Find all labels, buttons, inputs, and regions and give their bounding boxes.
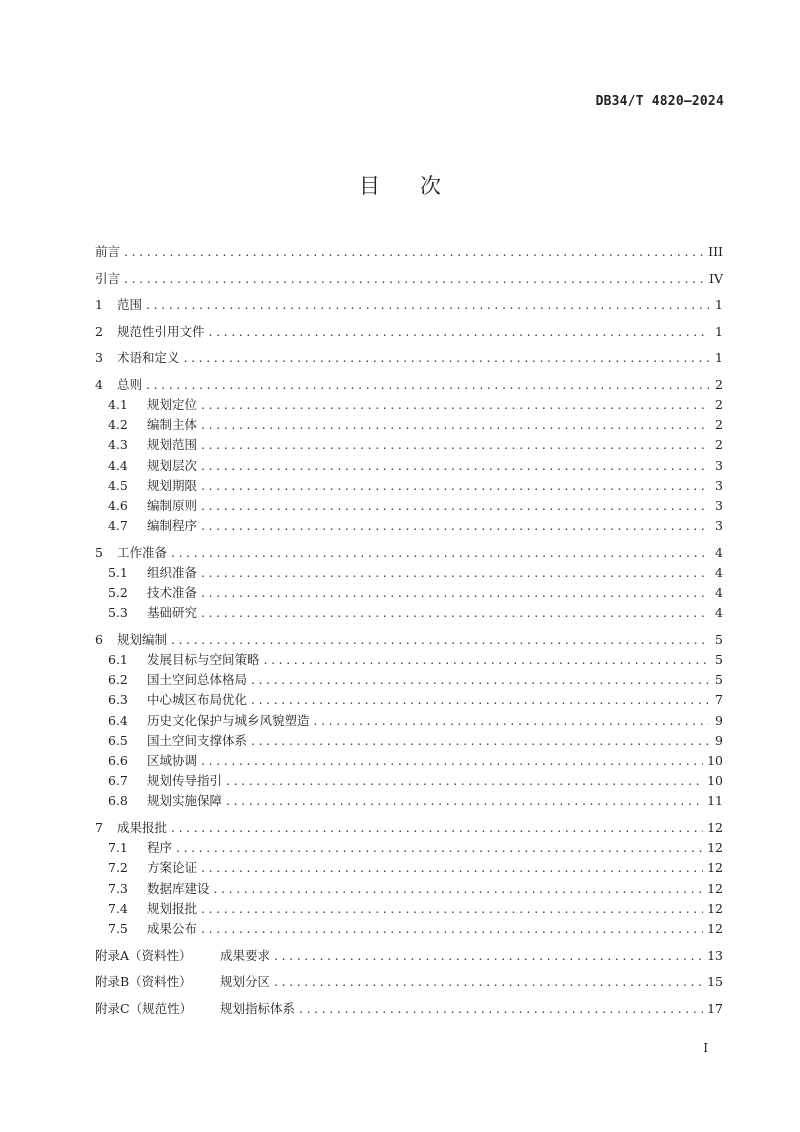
toc-entry-page: 12 bbox=[707, 820, 723, 835]
dot-leader bbox=[274, 972, 703, 992]
toc-entry-page: 10 bbox=[707, 773, 723, 789]
toc-entry-title: 前言 bbox=[95, 244, 121, 259]
toc-entry-title: 国土空间支撑体系 bbox=[147, 732, 248, 748]
toc-entry-page: 1 bbox=[715, 350, 723, 366]
toc-entry-title: 历史文化保护与城乡风貌塑造 bbox=[147, 712, 310, 728]
toc-entry-title: 编制程序 bbox=[147, 518, 198, 534]
toc-entry-number: 4.1 bbox=[108, 397, 128, 413]
toc-entry[interactable] bbox=[95, 563, 723, 583]
toc-entry[interactable] bbox=[95, 375, 723, 395]
toc-entry-number: 6.4 bbox=[108, 712, 128, 728]
toc-entry-number: 4.3 bbox=[108, 437, 128, 453]
toc-entry-title: 区域协调 bbox=[147, 753, 198, 769]
toc-entry-title: 规划编制 bbox=[117, 631, 168, 647]
toc-entry-title: 编制原则 bbox=[147, 498, 198, 514]
document-id: DB34/T 4820—2024 bbox=[595, 94, 724, 109]
dot-leader bbox=[171, 818, 703, 838]
toc-entry[interactable] bbox=[95, 650, 723, 670]
toc-entry[interactable] bbox=[95, 630, 723, 650]
dot-leader bbox=[201, 456, 709, 476]
toc-entry-page: 4 bbox=[715, 605, 723, 621]
toc-entry-number: 2 bbox=[95, 323, 103, 339]
toc-entry-page: 7 bbox=[715, 692, 723, 708]
toc-entry-title: 成果公布 bbox=[147, 920, 198, 936]
toc-entry-page: 2 bbox=[715, 397, 723, 413]
toc-entry-title: 规划实施保障 bbox=[147, 793, 223, 809]
toc-entry-page: 13 bbox=[707, 947, 723, 963]
toc-entry[interactable] bbox=[95, 818, 723, 838]
toc-entry-title: 组织准备 bbox=[147, 564, 198, 580]
toc-entry-number: 4.4 bbox=[108, 457, 128, 473]
toc-entry-page: 4 bbox=[715, 585, 723, 601]
toc-entry-page: 1 bbox=[715, 297, 723, 313]
toc-entry-number: 5.3 bbox=[108, 605, 128, 621]
toc-entry-page: 12 bbox=[707, 860, 723, 876]
dot-leader bbox=[201, 858, 703, 878]
toc-entry-page: 11 bbox=[707, 793, 723, 809]
toc-entry-number: 1 bbox=[95, 297, 103, 313]
dot-leader bbox=[299, 999, 703, 1019]
toc-entry-title: 规划传导指引 bbox=[147, 773, 223, 789]
dot-leader bbox=[201, 563, 709, 583]
toc-entry-title: 规划分区 bbox=[220, 974, 271, 990]
toc-entry-page: 5 bbox=[715, 652, 723, 668]
toc-entry-title: 规划期限 bbox=[147, 477, 198, 493]
toc-entry-page: 12 bbox=[707, 880, 723, 896]
toc-entry-page: 4 bbox=[715, 544, 723, 560]
toc-entry-title: 方案论证 bbox=[147, 860, 198, 876]
toc-entry-page: 1 bbox=[715, 323, 723, 339]
dot-leader bbox=[124, 269, 705, 289]
toc-entry[interactable] bbox=[95, 603, 723, 623]
toc-entry-title: 编制主体 bbox=[147, 417, 198, 433]
toc-entry[interactable] bbox=[95, 690, 723, 710]
toc-entry[interactable] bbox=[95, 435, 723, 455]
toc-entry-number: 5.2 bbox=[108, 585, 128, 601]
dot-leader bbox=[201, 603, 709, 623]
dot-leader bbox=[201, 919, 703, 939]
toc-entry-number: 7.1 bbox=[108, 840, 128, 856]
toc-entry-title: 范围 bbox=[117, 297, 143, 313]
toc-entry-title: 发展目标与空间策略 bbox=[147, 652, 260, 668]
dot-leader bbox=[251, 690, 709, 710]
toc-entry[interactable] bbox=[95, 583, 723, 603]
toc-entry-page: 15 bbox=[707, 974, 723, 990]
toc-entry-title: 术语和定义 bbox=[117, 350, 180, 366]
toc-appendix-label: 附录A（资料性） bbox=[95, 947, 192, 963]
toc-entry-title: 国土空间总体格局 bbox=[147, 672, 248, 688]
dot-leader bbox=[201, 435, 709, 455]
toc-entry[interactable] bbox=[95, 899, 723, 919]
toc-entry[interactable] bbox=[95, 771, 723, 791]
dot-leader bbox=[201, 751, 703, 771]
dot-leader bbox=[201, 516, 709, 536]
toc-entry-title: 规划范围 bbox=[147, 437, 198, 453]
toc-entry-title: 规划层次 bbox=[147, 457, 198, 473]
toc-entry-page: 9 bbox=[715, 732, 723, 748]
toc-entry-number: 6 bbox=[95, 631, 103, 647]
toc-entry-number: 7.4 bbox=[108, 900, 128, 916]
toc-entry-page: 2 bbox=[715, 417, 723, 433]
toc-entry[interactable] bbox=[95, 496, 723, 516]
toc-entry-number: 4.6 bbox=[108, 498, 128, 514]
toc-entry[interactable] bbox=[95, 972, 723, 992]
toc-entry-page: 3 bbox=[715, 518, 723, 534]
toc-entry[interactable] bbox=[95, 295, 723, 315]
dot-leader bbox=[201, 496, 709, 516]
toc-entry-number: 6.8 bbox=[108, 793, 128, 809]
toc-entry-page: 3 bbox=[715, 498, 723, 514]
toc-entry-page: 3 bbox=[715, 477, 723, 493]
toc-entry-title: 数据库建设 bbox=[147, 880, 210, 896]
dot-leader bbox=[124, 242, 704, 262]
dot-leader bbox=[184, 348, 709, 368]
dot-leader bbox=[209, 322, 709, 342]
toc-entry-title: 成果报批 bbox=[117, 820, 168, 835]
toc-entry-title: 规划指标体系 bbox=[220, 1000, 296, 1016]
toc-entry-title: 技术准备 bbox=[147, 585, 198, 601]
toc-entry[interactable] bbox=[95, 879, 723, 899]
toc-entry-number: 6.7 bbox=[108, 773, 128, 789]
toc-entry-title: 规划定位 bbox=[147, 397, 198, 413]
toc-entry-title: 工作准备 bbox=[117, 544, 168, 560]
dot-leader bbox=[201, 395, 709, 415]
toc-entry-title: 引言 bbox=[95, 270, 121, 286]
toc-entry[interactable] bbox=[95, 348, 723, 368]
toc-entry-number: 5 bbox=[95, 544, 103, 560]
toc-entry-page: 12 bbox=[707, 840, 723, 856]
toc-entry-title: 成果要求 bbox=[220, 947, 271, 963]
toc-entry-page: III bbox=[708, 244, 723, 259]
dot-leader bbox=[264, 650, 709, 670]
toc-appendix-label: 附录C（规范性） bbox=[95, 1000, 193, 1016]
toc-entry-number: 4 bbox=[95, 376, 103, 392]
toc-entry-number: 6.5 bbox=[108, 732, 128, 748]
toc-entry-page: 9 bbox=[715, 712, 723, 728]
toc-entry[interactable] bbox=[95, 395, 723, 415]
toc-entry-title: 总则 bbox=[117, 376, 143, 392]
dot-leader bbox=[146, 375, 709, 395]
dot-leader bbox=[226, 791, 703, 811]
toc-entry-page: 12 bbox=[707, 900, 723, 916]
toc-entry-number: 7 bbox=[95, 820, 103, 835]
toc-entry[interactable] bbox=[95, 731, 723, 751]
toc-entry[interactable] bbox=[95, 476, 723, 496]
toc-entry-page: 17 bbox=[707, 1000, 723, 1016]
toc-entry-number: 7.2 bbox=[108, 860, 128, 876]
toc-entry-number: 6.6 bbox=[108, 753, 128, 769]
dot-leader bbox=[201, 415, 709, 435]
toc-entry-number: 4.5 bbox=[108, 477, 128, 493]
toc-appendix-label: 附录B（资料性） bbox=[95, 974, 192, 990]
dot-leader bbox=[201, 899, 703, 919]
toc-entry[interactable] bbox=[95, 751, 723, 771]
dot-leader bbox=[171, 543, 709, 563]
dot-leader bbox=[274, 946, 703, 966]
toc-entry-number: 6.3 bbox=[108, 692, 128, 708]
dot-leader bbox=[214, 879, 704, 899]
toc-entry-title: 中心城区布局优化 bbox=[147, 692, 248, 708]
toc-entry[interactable] bbox=[95, 670, 723, 690]
toc-entry[interactable] bbox=[95, 946, 723, 966]
toc-entry-title: 规划报批 bbox=[147, 900, 198, 916]
toc-entry-title: 规范性引用文件 bbox=[117, 323, 205, 339]
toc-entry[interactable] bbox=[95, 838, 723, 858]
toc-entry-title: 程序 bbox=[147, 840, 173, 856]
dot-leader bbox=[314, 711, 709, 731]
toc-entry[interactable] bbox=[95, 322, 723, 342]
toc-entry[interactable] bbox=[95, 999, 723, 1019]
toc-entry-page: 2 bbox=[715, 376, 723, 392]
toc-entry-title: 基础研究 bbox=[147, 605, 198, 621]
toc-entry-number: 3 bbox=[95, 350, 103, 366]
toc-entry[interactable] bbox=[95, 456, 723, 476]
toc-entry-page: 5 bbox=[715, 672, 723, 688]
toc-entry-page: 10 bbox=[707, 753, 723, 769]
toc-entry-number: 4.2 bbox=[108, 417, 128, 433]
toc-entry[interactable] bbox=[95, 919, 723, 939]
page-number: I bbox=[703, 1041, 708, 1055]
toc-entry[interactable] bbox=[95, 791, 723, 811]
toc-entry-page: 12 bbox=[707, 920, 723, 936]
toc-entry[interactable] bbox=[95, 858, 723, 878]
toc-entry-number: 7.5 bbox=[108, 920, 128, 936]
dot-leader bbox=[251, 731, 709, 751]
toc-entry-number: 5.1 bbox=[108, 564, 128, 580]
toc-entry-number: 7.3 bbox=[108, 880, 128, 896]
toc-entry[interactable] bbox=[95, 711, 723, 731]
toc-entry[interactable] bbox=[95, 516, 723, 536]
page-title: 目次 bbox=[359, 174, 481, 198]
toc-entry-number: 6.1 bbox=[108, 652, 128, 668]
toc-entry[interactable] bbox=[95, 543, 723, 563]
dot-leader bbox=[176, 838, 703, 858]
toc-entry[interactable] bbox=[95, 415, 723, 435]
toc-entry-page: IV bbox=[709, 270, 723, 286]
dot-leader bbox=[251, 670, 709, 690]
dot-leader bbox=[171, 630, 709, 650]
dot-leader bbox=[201, 583, 709, 603]
toc-entry[interactable] bbox=[95, 242, 723, 262]
dot-leader bbox=[146, 295, 709, 315]
toc-entry[interactable] bbox=[95, 269, 723, 289]
toc-entry-number: 6.2 bbox=[108, 672, 128, 688]
toc-entry-page: 3 bbox=[715, 457, 723, 473]
dot-leader bbox=[226, 771, 703, 791]
toc-entry-page: 4 bbox=[715, 564, 723, 580]
toc-entry-page: 2 bbox=[715, 437, 723, 453]
table-of-contents bbox=[95, 242, 723, 1019]
toc-entry-page: 5 bbox=[715, 631, 723, 647]
toc-entry-number: 4.7 bbox=[108, 518, 128, 534]
dot-leader bbox=[201, 476, 709, 496]
